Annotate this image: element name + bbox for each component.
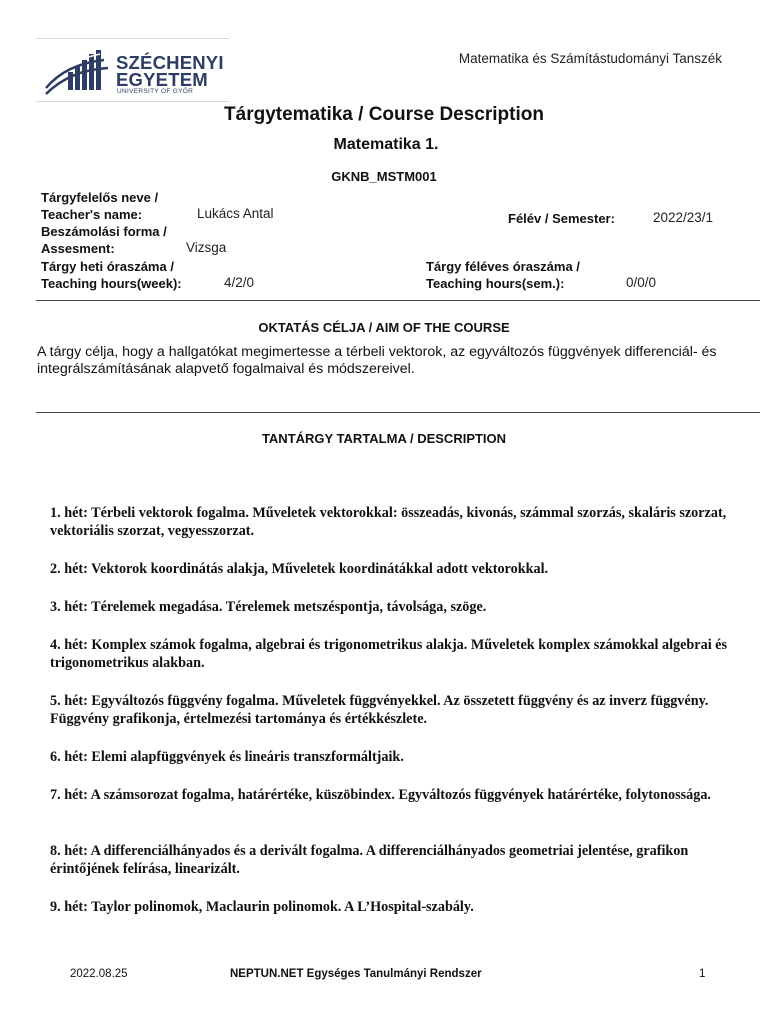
week-item: 5. hét: Egyváltozós függvény fogalma. Műveletek függvényekkel. Az összetett függvény és az inverz függvény. Függvény grafikonja, értelmezési tartománya és értékkészlete. — [50, 693, 709, 727]
page-title: Tárgytematika / Course Description — [224, 104, 544, 125]
logo-line1: SZÉCHENYI — [116, 52, 224, 73]
divider — [36, 300, 760, 301]
semester-hours-label-2: Teaching hours(sem.): — [426, 276, 565, 291]
logo-line2: EGYETEM — [116, 69, 208, 90]
page-number: 1 — [699, 968, 706, 980]
logo-emblem-icon — [44, 42, 114, 98]
weekly-hours-label-1: Tárgy heti óraszáma / — [41, 259, 174, 274]
teacher-label-1: Tárgyfelelős neve / — [41, 190, 159, 205]
week-item: 2. hét: Vektorok koordinátás alakja, Műveletek koordinátákkal adott vektorokkal. — [50, 561, 549, 577]
teacher-value: Lukács Antal — [197, 206, 274, 221]
week-item: 7. hét: A számsorozat fogalma, határértéke, küszöbindex. Egyváltozós függvények határértéke, folytonossága. — [50, 787, 711, 803]
week-item: 3. hét: Térelemek megadása. Térelemek metszéspontja, távolsága, szöge. — [50, 599, 487, 615]
footer-date: 2022.08.25 — [70, 968, 128, 980]
semester-label: Félév / Semester: — [508, 211, 615, 226]
weekly-hours-label-2: Teaching hours(week): — [41, 276, 182, 291]
assessment-label-2: Assesment: — [41, 241, 115, 256]
week-item: 4. hét: Komplex számok fogalma, algebrai és trigonometrikus alakja. Műveletek komplex számokkal algebrai és trigonometrikus alakban. — [50, 637, 728, 671]
footer-system: NEPTUN.NET Egységes Tanulmányi Rendszer — [230, 968, 482, 980]
university-logo — [36, 38, 229, 102]
week-item: 1. hét: Térbeli vektorok fogalma. Műveletek vektorokkal: összeadás, kivonás, számmal szorzás, skaláris szorzat, vektoriális szorzat, vegyesszorzat. — [50, 505, 727, 539]
weekly-hours-value: 4/2/0 — [224, 275, 255, 290]
assessment-label-1: Beszámolási forma / — [41, 224, 167, 239]
description-heading: TANTÁRGY TARTALMA / DESCRIPTION — [261, 431, 507, 446]
logo-line3: UNIVERSITY OF GYŐR — [117, 88, 194, 95]
semester-hours-label-1: Tárgy féléves óraszáma / — [426, 259, 580, 274]
subject-name: Matematika 1. — [333, 136, 439, 153]
aim-text: A tárgy célja, hogy a hallgatókat megimertesse a térbeli vektorok, az egyváltozós függvények differenciál- és integrálszámításának alapvető fogalmaival és módszereivel. — [37, 344, 717, 377]
semester-value: 2022/23/1 — [653, 210, 714, 225]
semester-hours-value: 0/0/0 — [626, 275, 657, 290]
week-item: 6. hét: Elemi alapfüggvények és lineáris transzformáltjaik. — [50, 749, 404, 765]
week-item: 9. hét: Taylor polinomok, Maclaurin polinomok. A L’Hospital-szabály. — [50, 899, 474, 915]
department-name: Matematika és Számítástudományi Tanszék — [458, 51, 722, 66]
subject-code: GKNB_MSTM001 — [331, 169, 437, 184]
week-item: 8. hét: A differenciálhányados és a derivált fogalma. A differenciálhányados geometriai jelentése, grafikon érintőjének felírása, linearizált. — [50, 843, 689, 877]
assessment-value: Vizsga — [186, 240, 227, 255]
aim-heading: OKTATÁS CÉLJA / AIM OF THE COURSE — [258, 320, 510, 335]
teacher-label-2: Teacher's name: — [41, 207, 143, 222]
divider — [36, 412, 760, 413]
